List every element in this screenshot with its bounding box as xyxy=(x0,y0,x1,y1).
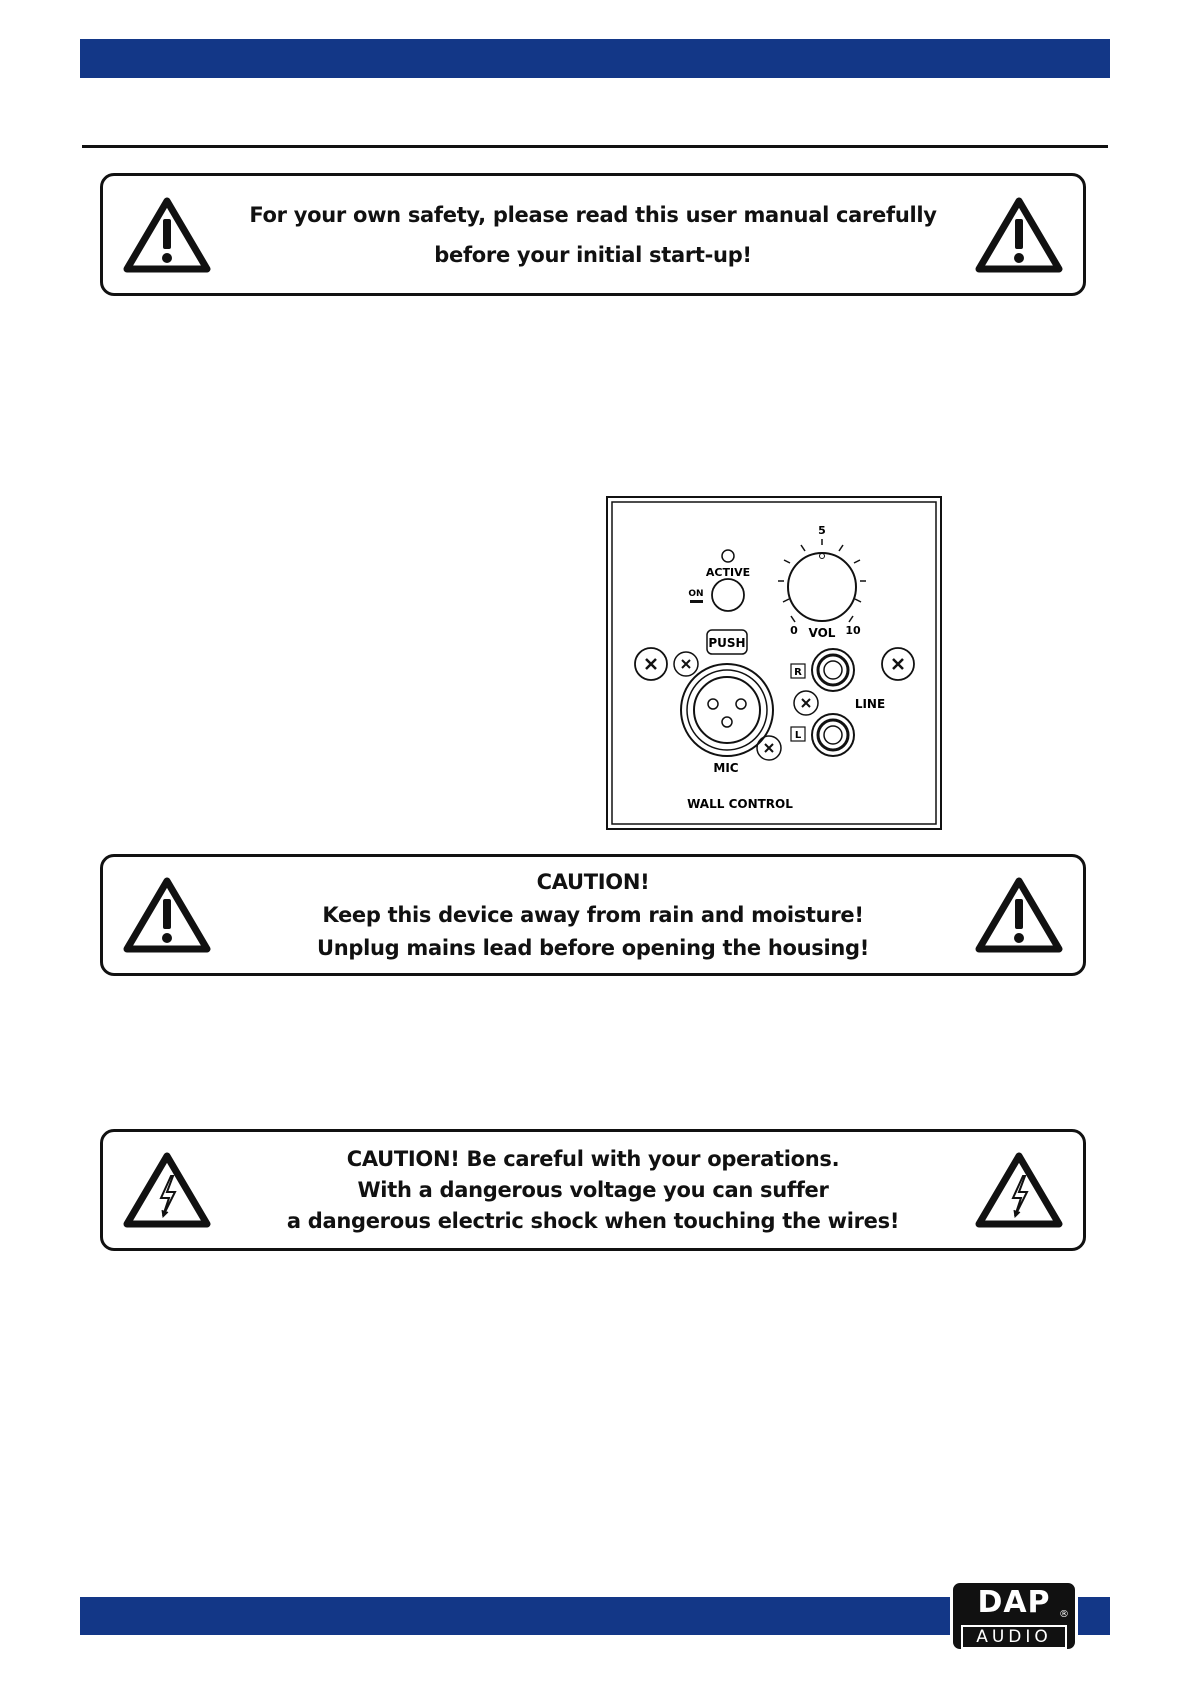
logo-dap-text: DAP xyxy=(977,1585,1051,1620)
moisture-warning-box xyxy=(100,854,1086,976)
warning-line: CAUTION! xyxy=(536,869,650,894)
vol-label: VOL xyxy=(808,626,836,640)
exclamation-triangle-icon xyxy=(973,875,1065,955)
screw-icon xyxy=(757,736,781,760)
safety-warning-box xyxy=(100,173,1086,296)
lightning-triangle-icon xyxy=(121,1150,213,1230)
header-rule xyxy=(82,145,1108,148)
screw-icon xyxy=(635,648,667,680)
header-bar xyxy=(80,39,1110,78)
r-label: R xyxy=(794,667,802,678)
volume-knob[interactable] xyxy=(788,553,856,621)
rca-left-jack[interactable] xyxy=(812,714,854,756)
on-button[interactable] xyxy=(712,579,744,611)
logo-audio-text: AUDIO xyxy=(961,1625,1067,1649)
screw-icon xyxy=(882,648,914,680)
volume-scale-max: 10 xyxy=(845,624,861,637)
dap-audio-logo xyxy=(950,1580,1078,1652)
line-label: LINE xyxy=(854,697,886,711)
warning-line: CAUTION! Be careful with your operations. xyxy=(346,1146,840,1171)
mic-label: MIC xyxy=(713,761,739,775)
safety-warning-text xyxy=(223,176,963,293)
exclamation-triangle-icon xyxy=(973,195,1065,275)
warning-line: Keep this device away from rain and moisture! xyxy=(322,902,864,927)
warning-line: With a dangerous voltage you can suffer xyxy=(357,1177,829,1202)
shock-warning-box xyxy=(100,1129,1086,1251)
exclamation-triangle-icon xyxy=(121,875,213,955)
volume-scale-ticks xyxy=(778,539,866,622)
warning-line: For your own safety, please read this user manual carefully xyxy=(249,202,937,227)
logo-registered-mark: ® xyxy=(1059,1609,1069,1620)
moisture-warning-text xyxy=(223,857,963,973)
volume-scale-mid: 5 xyxy=(818,524,826,537)
panel-title: WALL CONTROL xyxy=(687,797,793,811)
shock-warning-text xyxy=(223,1132,963,1248)
active-led xyxy=(722,550,734,562)
l-label: L xyxy=(794,730,802,741)
warning-line: before your initial start-up! xyxy=(434,242,752,267)
volume-scale-min: 0 xyxy=(790,624,798,637)
exclamation-triangle-icon xyxy=(121,195,213,275)
rca-right-jack[interactable] xyxy=(812,649,854,691)
screw-icon xyxy=(794,691,818,715)
warning-line: a dangerous electric shock when touching the wires! xyxy=(286,1208,900,1233)
on-label: ON xyxy=(688,589,704,599)
screw-icon xyxy=(674,652,698,676)
wall-control-panel-illustration xyxy=(606,496,942,830)
lightning-triangle-icon xyxy=(973,1150,1065,1230)
push-label: PUSH xyxy=(708,636,746,650)
warning-line: Unplug mains lead before opening the housing! xyxy=(316,935,869,960)
active-label: ACTIVE xyxy=(705,566,751,579)
